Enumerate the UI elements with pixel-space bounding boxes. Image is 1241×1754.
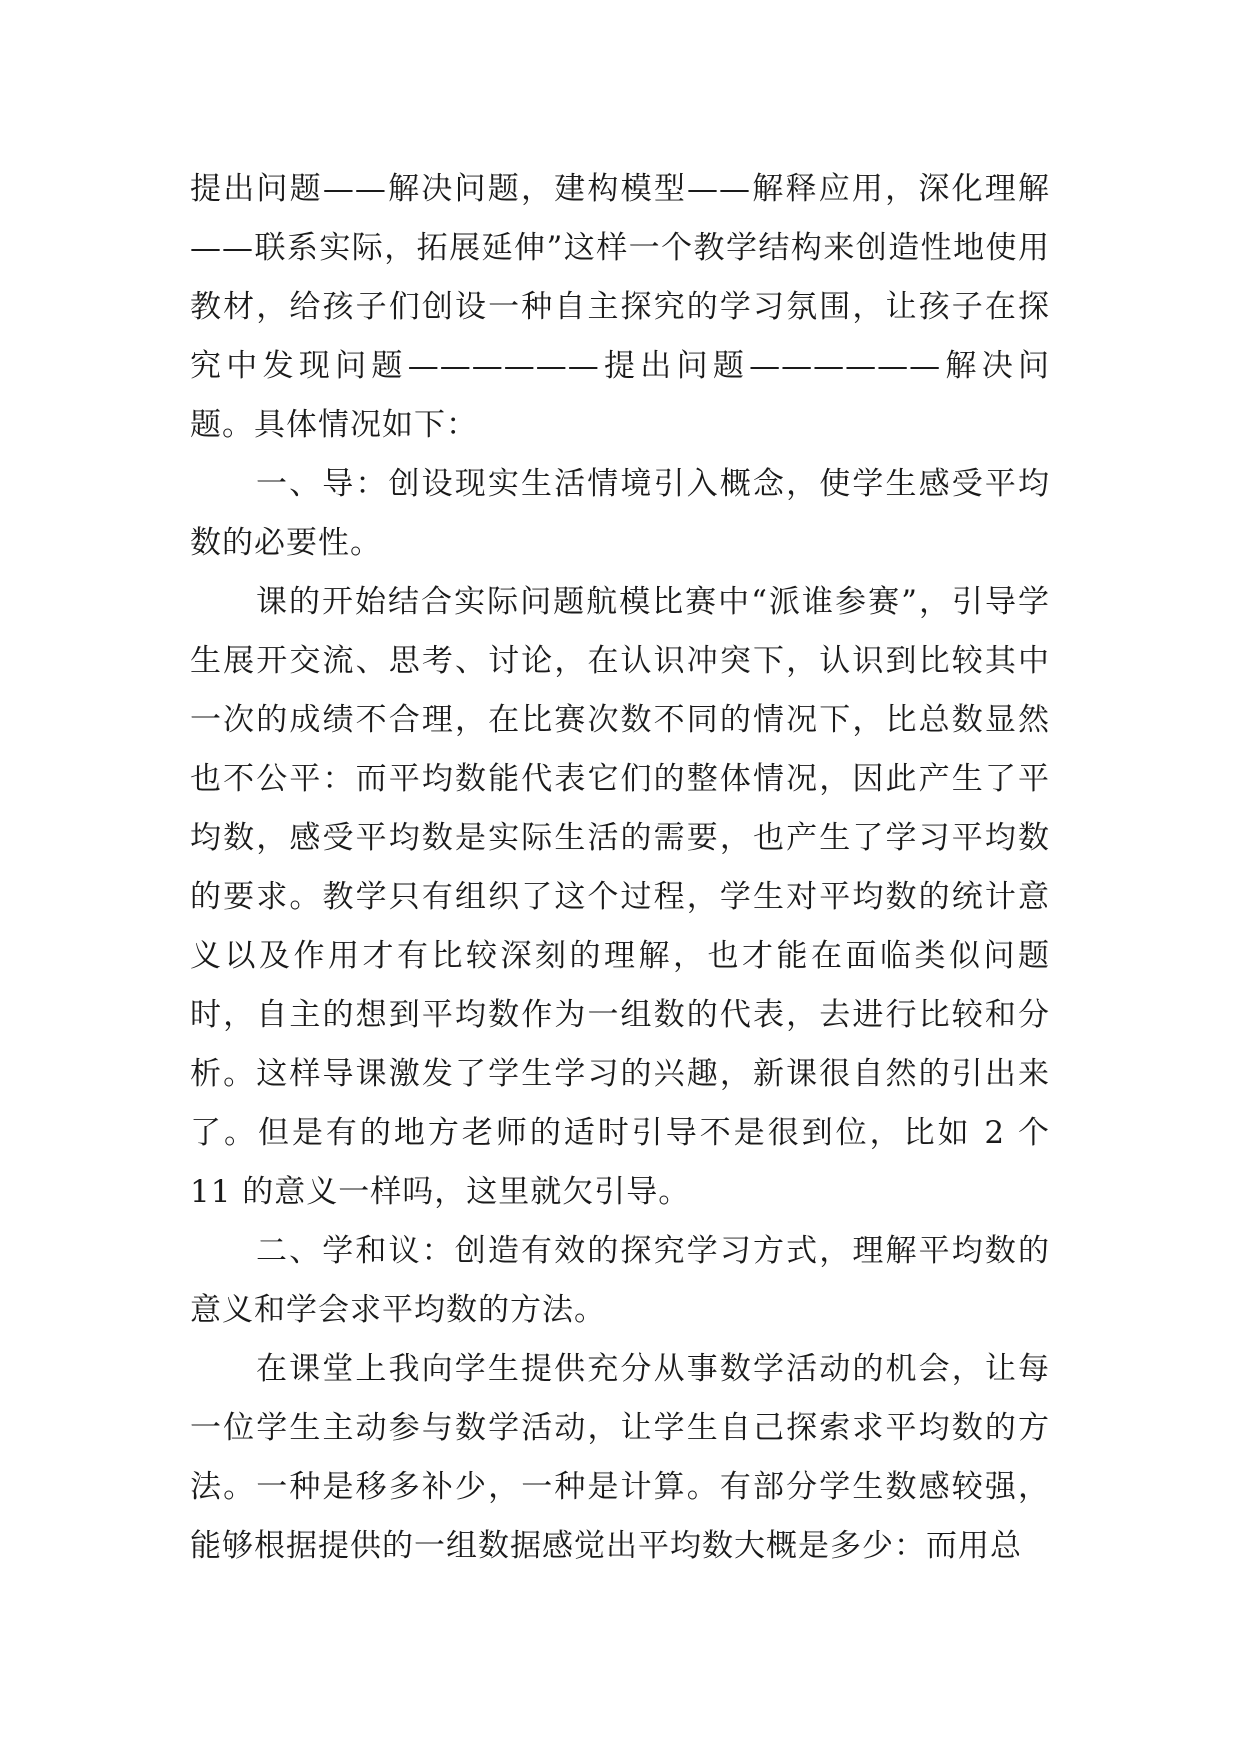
document-body	[190, 160, 1050, 1576]
section-2-heading: 二、学和议：创造有效的探究学习方式，理解平均数的意义和学会求平均数的方法。	[190, 1233, 1050, 1328]
section-1-heading: 一、导：创设现实生活情境引入概念，使学生感受平均数的必要性。	[190, 466, 1050, 561]
section-2-body: 在课堂上我向学生提供充分从事数学活动的机会，让每一位学生主动参与数学活动，让学生自己探索求平均数的方法。一种是移多补少，一种是计算。有部分学生数感较强，能够根据提供的一组数据感觉出平均数大概是多少：而用总	[190, 1351, 1050, 1564]
paragraph-intro: 提出问题——解决问题，建构模型——解释应用，深化理解——联系实际，拓展延伸”这样一个教学结构来创造性地使用教材，给孩子们创设一种自主探究的学习氛围，让孩子在探究中发现问题——————提出问题——————解决问题。具体情况如下：	[190, 171, 1050, 443]
section-1-body: 课的开始结合实际问题航模比赛中“派谁参赛”，引导学生展开交流、思考、讨论，在认识冲突下，认识到比较其中一次的成绩不合理，在比赛次数不同的情况下，比总数显然也不公平：而平均数能代表它们的整体情况，因此产生了平均数，感受平均数是实际生活的需要，也产生了学习平均数的要求。教学只有组织了这个过程，学生对平均数的统计意义以及作用才有比较深刻的理解，也才能在面临类似问题时，自主的想到平均数作为一组数的代表，去进行比较和分析。这样导课激发了学生学习的兴趣，新课很自然的引出来了。但是有的地方老师的适时引导不是很到位，比如 2 个 11 的意义一样吗，这里就欠引导。	[190, 584, 1050, 1210]
